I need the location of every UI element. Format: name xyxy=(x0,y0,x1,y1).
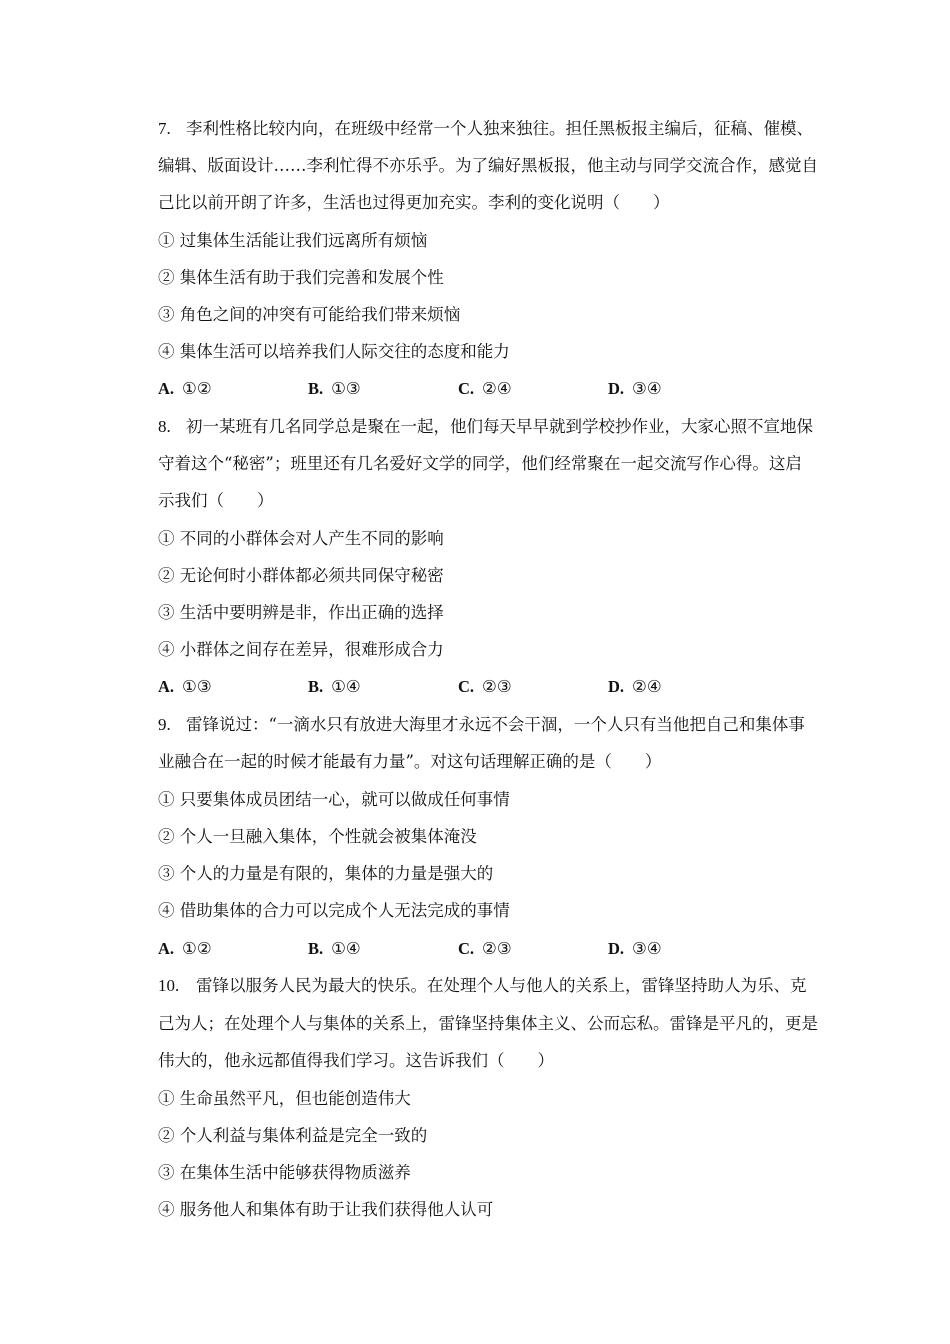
q9-stem-line-2: 业融合在一起的时候才能最有力量”。对这句话理解正确的是（ ） xyxy=(158,752,662,771)
q9-options xyxy=(158,938,838,960)
q9-statement-4: ④ 借助集体的合力可以完成个人无法完成的事情 xyxy=(158,901,510,920)
q7-stem-line-3: 己比以前开朗了许多，生活也过得更加充实。李利的变化说明（ ） xyxy=(158,193,670,212)
q9-statement-3: ③ 个人的力量是有限的，集体的力量是强大的 xyxy=(158,864,494,883)
q7-statement-2: ② 集体生活有助于我们完善和发展个性 xyxy=(158,268,444,287)
q8-options xyxy=(158,676,838,698)
q9-option-b[interactable]: B. ①④ xyxy=(308,939,361,958)
q8-statement-1: ① 不同的小群体会对人产生不同的影响 xyxy=(158,529,444,548)
q7-option-c[interactable]: C. ②④ xyxy=(458,379,512,398)
q8-statement-4: ④ 小群体之间存在差异，很难形成合力 xyxy=(158,640,444,659)
q8-option-a[interactable]: A. ①③ xyxy=(158,677,212,696)
q10-number: 10. xyxy=(158,976,180,995)
q8-option-c[interactable]: C. ②③ xyxy=(458,677,512,696)
q7-stem-line-1: 7. 李利性格比较内向，在班级中经常一个人独来独往。担任黑板报主编后，征稿、催模、 xyxy=(158,119,813,138)
q10-stem-line-1: 10. 雷锋以服务人民为最大的快乐。在处理个人与他人的关系上，雷锋坚持助人为乐、克 xyxy=(158,976,807,995)
q9-statement-1: ① 只要集体成员团结一心，就可以做成任何事情 xyxy=(158,790,510,809)
q9-stem-line-1: 9. 雷锋说过：“一滴水只有放进大海里才永远不会干涸，一个人只有当他把自己和集体事 xyxy=(158,715,805,734)
q8-option-d[interactable]: D. ②④ xyxy=(608,677,662,696)
q10-statement-3: ③ 在集体生活中能够获得物质滋养 xyxy=(158,1163,411,1182)
q8-stem-line-2: 守着这个“秘密”；班里还有几名爱好文学的同学，他们经常聚在一起交流写作心得。这启 xyxy=(158,454,802,473)
q7-number: 7. xyxy=(158,119,171,138)
q10-statement-4: ④ 服务他人和集体有助于让我们获得他人认可 xyxy=(158,1200,494,1219)
q9-option-c[interactable]: C. ②③ xyxy=(458,939,512,958)
q10-stem-line-3: 伟大的，他永远都值得我们学习。这告诉我们（ ） xyxy=(158,1051,554,1070)
q7-option-d[interactable]: D. ③④ xyxy=(608,379,662,398)
q9-option-a[interactable]: A. ①② xyxy=(158,939,212,958)
q8-number: 8. xyxy=(158,417,171,436)
q10-stem-line-2: 己为人；在处理个人与集体的关系上，雷锋坚持集体主义、公而忘私。雷锋是平凡的，更是 xyxy=(158,1014,818,1033)
q9-statement-2: ② 个人一旦融入集体，个性就会被集体淹没 xyxy=(158,827,477,846)
q9-option-d[interactable]: D. ③④ xyxy=(608,939,662,958)
q8-stem-line-3: 示我们（ ） xyxy=(158,491,274,510)
q10-statement-1: ① 生命虽然平凡，但也能创造伟大 xyxy=(158,1089,411,1108)
q7-statement-4: ④ 集体生活可以培养我们人际交往的态度和能力 xyxy=(158,342,510,361)
q8-option-b[interactable]: B. ①④ xyxy=(308,677,361,696)
q7-statement-1: ① 过集体生活能让我们远离所有烦恼 xyxy=(158,231,428,250)
q7-statement-3: ③ 角色之间的冲突有可能给我们带来烦恼 xyxy=(158,305,461,324)
q8-statement-2: ② 无论何时小群体都必须共同保守秘密 xyxy=(158,566,444,585)
q10-statement-2: ② 个人利益与集体利益是完全一致的 xyxy=(158,1126,428,1145)
q9-number: 9. xyxy=(158,715,171,734)
q8-statement-3: ③ 生活中要明辨是非，作出正确的选择 xyxy=(158,603,444,622)
q7-option-b[interactable]: B. ①③ xyxy=(308,379,361,398)
q7-options xyxy=(158,378,838,400)
q7-option-a[interactable]: A. ①② xyxy=(158,379,212,398)
q8-stem-line-1: 8. 初一某班有几名同学总是聚在一起，他们每天早早就到学校抄作业，大家心照不宣地保 xyxy=(158,417,813,436)
q7-stem-line-2: 编辑、版面设计……李利忙得不亦乐乎。为了编好黑板报，他主动与同学交流合作，感觉自 xyxy=(158,156,818,175)
